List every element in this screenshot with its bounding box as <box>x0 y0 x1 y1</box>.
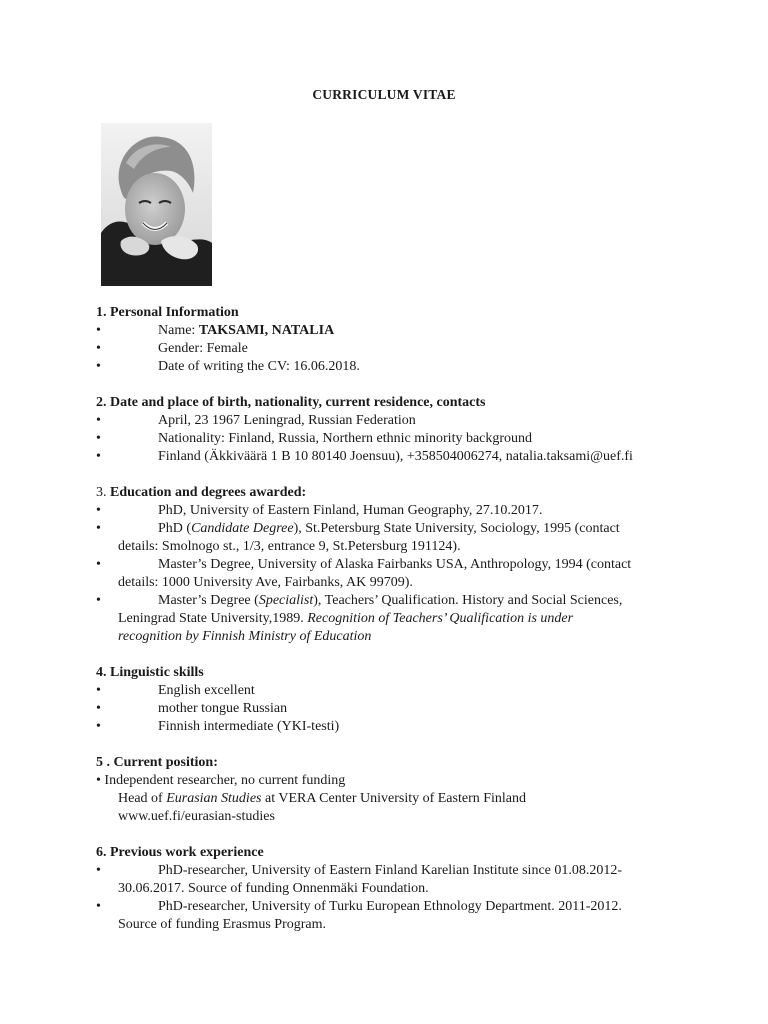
nationality: Nationality: Finland, Russia, Northern ethnic minority background <box>158 431 533 446</box>
list-item <box>96 718 696 736</box>
bullet: • <box>96 557 101 572</box>
section-number: 3. <box>96 485 107 500</box>
list-item <box>96 358 696 376</box>
section-title: Education and degrees awarded: <box>106 485 307 500</box>
bullet: • <box>96 593 101 608</box>
education-italic: Specialist <box>258 593 314 608</box>
education-text: ), Teachers’ Qualification. History and Social Sciences, <box>313 593 623 608</box>
website-link[interactable]: www.uef.fi/eurasian-studies <box>118 809 275 824</box>
education-text: PhD ( <box>158 521 192 536</box>
bullet: • <box>96 719 101 734</box>
section-heading: 4. Linguistic skills <box>96 665 204 680</box>
section-heading: 5 . Current position: <box>96 755 218 770</box>
bullet: • <box>96 413 101 428</box>
list-item <box>96 502 696 520</box>
education-text: ), St.Petersburg State University, Sociology, 1995 (contact <box>293 521 620 536</box>
list-item <box>96 430 696 448</box>
bullet: • <box>96 863 101 878</box>
portrait-image <box>101 123 212 286</box>
portrait-photo <box>101 123 212 286</box>
list-item <box>96 556 696 592</box>
bullet: • <box>96 701 101 716</box>
list-item <box>96 682 696 700</box>
birth-info: April, 23 1967 Leningrad, Russian Federation <box>158 413 416 428</box>
education-item: Master’s Degree, University of Alaska Fairbanks USA, Anthropology, 1994 (contact <box>158 557 632 572</box>
bullet: • <box>96 521 101 536</box>
list-item <box>96 340 696 358</box>
gender: Gender: Female <box>158 341 248 356</box>
education-item: PhD, University of Eastern Finland, Human Geography, 27.10.2017. <box>158 503 543 518</box>
section-heading: 1. Personal Information <box>96 305 239 320</box>
section-heading <box>96 484 696 502</box>
birth-nationality-section <box>96 394 696 466</box>
education-continuation: details: Smolnogo st., 1/3, entrance 9, St.Petersburg 191124). <box>118 539 461 554</box>
document-title: CURRICULUM VITAE <box>312 87 456 102</box>
cv-content <box>96 304 696 952</box>
education-text: Master’s Degree ( <box>158 593 259 608</box>
education-continuation <box>118 628 696 646</box>
work-experience-section <box>96 844 696 934</box>
work-continuation: 30.06.2017. Source of funding Onnenmäki Foundation. <box>118 881 429 896</box>
bullet: • <box>96 683 101 698</box>
list-item <box>96 448 696 466</box>
position-line: • Independent researcher, no current funding <box>96 773 346 788</box>
list-item <box>96 412 696 430</box>
education-italic: Recognition of Teachers’ Qualification is under <box>307 611 574 626</box>
section-heading: 2. Date and place of birth, nationality, current residence, contacts <box>96 395 486 410</box>
section-heading: 6. Previous work experience <box>96 845 264 860</box>
bullet: • <box>96 323 101 338</box>
language-skill: Finnish intermediate (YKI-testi) <box>158 719 340 734</box>
bullet: • <box>96 359 101 374</box>
list-item <box>96 862 696 898</box>
cv-date: Date of writing the CV: 16.06.2018. <box>158 359 360 374</box>
bullet: • <box>96 449 101 464</box>
education-text: Leningrad State University,1989. <box>118 611 308 626</box>
work-item: PhD-researcher, University of Turku European Ethnology Department. 2011-2012. <box>158 899 622 914</box>
list-item <box>96 700 696 718</box>
education-continuation: details: 1000 University Ave, Fairbanks, AK 99709). <box>118 575 413 590</box>
bullet: • <box>96 899 101 914</box>
language-skill: mother tongue Russian <box>158 701 288 716</box>
work-item: PhD-researcher, University of Eastern Finland Karelian Institute since 01.08.2012- <box>158 863 623 878</box>
list-item <box>96 322 696 340</box>
education-italic: recognition by Finnish Ministry of Education <box>118 629 372 644</box>
language-skill: English excellent <box>158 683 255 698</box>
personal-information-section <box>96 304 696 376</box>
education-italic: Candidate Degree <box>191 521 294 536</box>
name-label: Name: <box>158 323 199 338</box>
education-section <box>96 484 696 646</box>
work-continuation: Source of funding Erasmus Program. <box>118 917 327 932</box>
bullet: • <box>96 431 101 446</box>
bullet: • <box>96 341 101 356</box>
name-value: TAKSAMI, NATALIA <box>198 323 335 338</box>
education-continuation <box>118 610 696 628</box>
list-item <box>96 592 696 646</box>
position-line <box>96 790 696 808</box>
list-item <box>96 898 696 934</box>
contact-info: Finland (Äkkiväärä 1 B 10 80140 Joensuu), +358504006274, natalia.taksami@uef.fi <box>158 449 633 464</box>
position-text: Head of <box>118 791 167 806</box>
list-item <box>96 520 696 556</box>
position-text: at VERA Center University of Eastern Finland <box>261 791 527 806</box>
position-italic: Eurasian Studies <box>166 791 262 806</box>
current-position-section <box>96 754 696 826</box>
linguistic-skills-section <box>96 664 696 736</box>
bullet: • <box>96 503 101 518</box>
